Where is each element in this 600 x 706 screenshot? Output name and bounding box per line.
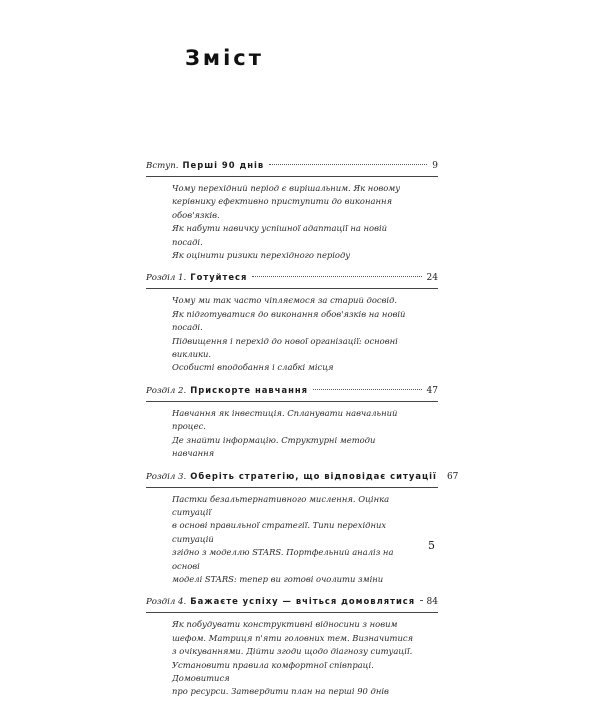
toc-entry-description: Навчання як інвестиція. Спланувати навчальний процес. Де знайти інформацію. Структурні методи навчання [172,407,398,459]
table-of-contents [146,157,459,706]
toc-divider [146,401,438,402]
toc-entry-title: Бажаєте успіху — вчіться домовлятися [190,596,416,607]
toc-entry-prefix: Розділ 3. [146,471,187,482]
dot-leader [269,164,427,165]
toc-entry-heading [146,468,459,484]
toc-entry-page-number: 9 [432,161,438,171]
toc-entry-page-number: 84 [426,597,438,608]
toc-entry-page-number: 47 [426,385,438,396]
toc-entry-chapter-4[interactable] [146,593,438,698]
toc-divider [146,612,438,613]
toc-entry-title: Готуйтеся [190,272,248,283]
toc-entry-prefix: Розділ 2. [146,385,187,396]
toc-entry-description: Чому перехідний період є вирішальним. Як новому керівнику ефективно приступити до виконання обов'язків. Як набути навичку успішної адаптації на новій посаді. Як оцінити ризики перехідного періоду [172,183,401,261]
toc-divider [146,176,438,177]
toc-entry-heading [146,593,438,609]
toc-entry-intro[interactable] [146,157,438,262]
toc-entry-heading [146,157,438,173]
toc-entry-chapter-2[interactable] [146,382,438,461]
toc-entry-chapter-1[interactable] [146,269,438,374]
toc-entry-prefix: Розділ 4. [146,597,187,608]
dot-leader [252,276,421,277]
toc-entry-description: Чому ми так часто чіпляємося за старий досвід. Як підготуватися до виконання обов'язків на новій посаді. Підвищення і перехід до нової організації: основні виклики. Особисті вподобання і слабкі місця [172,295,406,373]
toc-entry-description: Пастки безальтернативного мислення. Оцінка ситуації в основі правильної стратегії. Типи перехідних ситуацій згідно з моделлю STARS. Портфельний аналіз на основі моделі STARS: тепер ви готові очолити зміни [172,493,394,584]
toc-divider [146,487,438,488]
toc-entry-title: Перші 90 днів [182,160,265,170]
dot-leader [420,600,421,601]
toc-entry-page-number: 24 [426,273,438,284]
page-title: Зміст [185,46,264,70]
toc-entry-description: Як побудувати конструктивні відносини з новим шефом. Матриця п'яти головних тем. Визначитися з очікуваннями. Дійти згоди щодо діагнозу ситуації. Установити правила комфортної співпраці. Домовитися про ресурси. Затвердити план на перші 90 днів [172,619,414,697]
toc-entry-heading [146,382,438,398]
dot-leader [313,389,421,390]
toc-entry-heading [146,269,438,285]
toc-entry-title: Прискорте навчання [190,384,309,395]
toc-entry-page-number: 67 [446,471,459,482]
toc-entry-prefix: Вступ. [146,161,179,171]
toc-entry-chapter-3[interactable] [146,468,459,587]
page-number: 5 [428,539,435,552]
toc-entry-title: Оберіть стратегію, що відповідає ситуації [190,470,437,481]
toc-entry-prefix: Розділ 1. [146,273,187,284]
toc-divider [146,288,438,289]
